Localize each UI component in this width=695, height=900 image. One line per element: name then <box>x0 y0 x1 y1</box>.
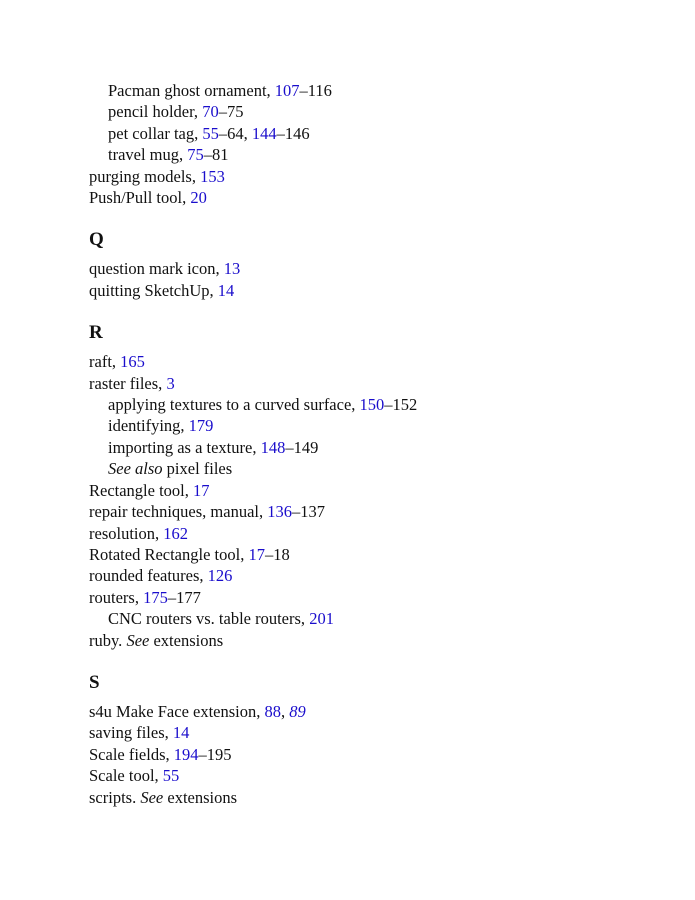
index-entry <box>89 630 649 651</box>
index-term-text: importing as a texture, <box>108 437 261 457</box>
page-reference-link[interactable]: 75 <box>187 145 204 165</box>
index-entry <box>89 722 649 743</box>
index-term-text: raft, <box>89 352 121 372</box>
page-reference-link[interactable]: 55 <box>162 766 180 786</box>
index-section-letter: S <box>89 671 100 693</box>
index-subentry <box>89 394 649 415</box>
index-entry <box>89 373 649 394</box>
index-subentry <box>89 608 649 629</box>
see-reference-label: See <box>126 630 150 650</box>
page-reference-link[interactable]: 3 <box>166 373 175 393</box>
index-entry <box>89 744 649 765</box>
see-reference-label: See also <box>108 459 163 479</box>
index-entry <box>89 280 649 301</box>
page-reference-link[interactable]: 144 <box>251 123 277 143</box>
page-reference-link[interactable]: 88 <box>264 701 281 721</box>
index-entry <box>89 523 649 544</box>
index-subentry <box>89 101 649 122</box>
index-term-text: Scale tool, <box>89 766 163 786</box>
index-term-text: scripts. <box>89 787 141 807</box>
index-entry <box>89 765 649 786</box>
index-term-text: –137 <box>291 502 325 522</box>
page-reference-link[interactable]: 194 <box>173 744 199 764</box>
index-term-text: pet collar tag, <box>108 123 203 143</box>
index-column <box>89 80 649 808</box>
page-reference-link[interactable]: 55 <box>202 123 219 143</box>
page-reference-link[interactable]: 165 <box>120 352 145 372</box>
index-section-letter: Q <box>89 229 104 251</box>
index-entry <box>89 166 649 187</box>
index-term-text: saving files, <box>89 723 173 743</box>
index-term-text: Rotated Rectangle tool, <box>89 544 249 564</box>
page-reference-link[interactable]: 107 <box>274 81 300 100</box>
index-term-text: repair techniques, manual, <box>89 502 268 522</box>
index-term-text: Push/Pull tool, <box>89 188 191 208</box>
index-term-text: pixel files <box>162 459 233 479</box>
index-term-text: , <box>281 701 290 721</box>
index-term-text: purging models, <box>89 166 201 186</box>
index-term-text: –177 <box>167 587 201 607</box>
index-term-text: quitting SketchUp, <box>89 280 218 300</box>
index-entry <box>89 351 649 372</box>
index-term-text: question mark icon, <box>89 259 224 279</box>
index-term-text: –152 <box>384 395 418 415</box>
page-reference-link[interactable]: 175 <box>143 587 168 607</box>
index-term-text: –81 <box>203 145 229 165</box>
page-reference-link[interactable]: 162 <box>163 523 188 543</box>
index-term-text: –195 <box>198 744 232 764</box>
index-term-text: –18 <box>264 544 290 564</box>
index-term-text: CNC routers vs. table routers, <box>108 609 310 629</box>
page-reference-link[interactable]: 153 <box>200 166 225 186</box>
index-term-text: –75 <box>218 102 244 122</box>
page-reference-link[interactable]: 148 <box>260 437 286 457</box>
index-term-text: Scale fields, <box>89 744 174 764</box>
index-term-text: Rectangle tool, <box>89 480 194 500</box>
page-reference-link[interactable]: 17 <box>193 480 210 500</box>
index-entry <box>89 565 649 586</box>
index-term-text: routers, <box>89 587 144 607</box>
index-term-text: Pacman ghost ornament, <box>108 81 275 100</box>
index-entry <box>89 501 649 522</box>
index-section-letter: R <box>89 322 103 344</box>
page-reference-link[interactable]: 126 <box>207 566 233 586</box>
page-reference-link[interactable]: 89 <box>289 701 306 721</box>
index-term-text: s4u Make Face extension, <box>89 701 265 721</box>
index-entry <box>89 701 649 722</box>
index-term-text: extensions <box>163 787 238 807</box>
index-entry <box>89 544 649 565</box>
index-term-text: rounded features, <box>89 566 208 586</box>
see-reference-label: See <box>140 787 164 807</box>
index-entry <box>89 480 649 501</box>
index-entry <box>89 187 649 208</box>
index-entry <box>89 258 649 279</box>
index-term-text: pencil holder, <box>108 102 203 122</box>
index-subentry <box>89 415 649 436</box>
index-term-text: –116 <box>299 81 332 100</box>
page-reference-link[interactable]: 14 <box>172 723 190 743</box>
index-term-text: –64, <box>218 123 252 143</box>
index-subentry <box>89 437 649 458</box>
index-term-text: resolution, <box>89 523 164 543</box>
index-subentry <box>89 458 649 479</box>
index-entry <box>89 587 649 608</box>
index-subentry <box>89 144 649 165</box>
page-reference-link[interactable]: 17 <box>248 544 265 564</box>
page-reference-link[interactable]: 20 <box>190 188 207 208</box>
index-entry <box>89 787 649 808</box>
index-term-text: –149 <box>285 437 319 457</box>
index-term-text: identifying, <box>108 416 189 436</box>
page-reference-link[interactable]: 150 <box>359 395 385 415</box>
page-reference-link[interactable]: 14 <box>217 280 235 300</box>
page-reference-link[interactable]: 179 <box>188 416 214 436</box>
index-term-text: raster files, <box>89 373 167 393</box>
page-reference-link[interactable]: 136 <box>267 502 292 522</box>
index-term-text: applying textures to a curved surface, <box>108 395 360 415</box>
index-term-text: extensions <box>149 630 224 650</box>
index-subentry <box>89 123 649 144</box>
index-subentry <box>89 80 649 101</box>
index-term-text: travel mug, <box>108 145 188 165</box>
page-reference-link[interactable]: 70 <box>202 102 219 122</box>
index-term-text: ruby. <box>89 630 127 650</box>
index-term-text: –146 <box>276 123 310 143</box>
page-reference-link[interactable]: 13 <box>223 259 241 279</box>
page-reference-link[interactable]: 201 <box>309 609 334 629</box>
